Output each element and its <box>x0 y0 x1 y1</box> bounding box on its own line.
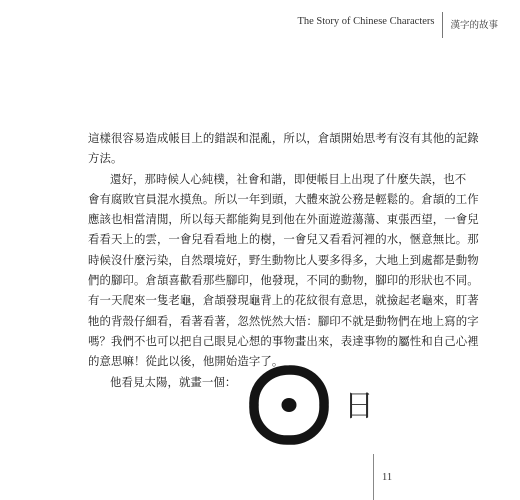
text-line: 牠的背殼仔細看，看著看著，忽然恍然大悟：腳印不就是動物們在地上寫的字 <box>88 313 479 328</box>
header-title-zh: 漢字的故事 <box>450 20 498 31</box>
sun-oracle-glyph-icon <box>248 364 330 446</box>
header-title-en: The Story of Chinese Characters <box>297 16 435 27</box>
text-line: 看看天上的雲，一會兒看看地上的樹，一會兒又看看河裡的水，愜意無比。那 <box>88 232 479 247</box>
character-illustration <box>248 364 374 446</box>
text-line: 應該也相當清閒，所以每天都能夠見到他在外面遊遊蕩蕩、東張西望，一會兒 <box>88 212 479 227</box>
text-line: 還好，那時候人心純樸，社會和諧，即便帳目上出現了什麼失誤，也不 <box>110 171 467 186</box>
paragraph-2 <box>88 169 479 372</box>
body-text <box>88 128 479 392</box>
text-line: 這樣很容易造成帳目上的錯誤和混亂，所以，倉頡開始思考有沒有其他的記錄 <box>88 131 479 145</box>
footer-divider <box>373 454 374 500</box>
modern-character-ri: 日 <box>344 389 374 424</box>
text-line: 們的腳印。倉頡喜歡看那些腳印，他發現，不同的動物，腳印的形狀也不同。 <box>88 273 479 288</box>
text-line: 嗎？我們不也可以把自己眼見心想的事物畫出來，表達事物的屬性和自己心裡 <box>88 333 479 348</box>
text-line: 的意思嘛！從此以後，他開始造字了。 <box>88 354 284 369</box>
text-line: 方法。 <box>88 151 123 166</box>
text-line: 時候沒什麼污染，自然環境好，野生動物比人要多得多，大地上到處都是動物 <box>88 252 479 267</box>
text-line: 會有腐敗官員混水摸魚。所以一年到頭，大體來說公務是輕鬆的。倉頡的工作 <box>88 191 479 206</box>
paragraph-1 <box>88 128 479 169</box>
text-line: 有一天爬來一隻老龜，倉頡發現龜背上的花紋很有意思，就撿起老龜來，盯著 <box>88 293 479 308</box>
running-header <box>297 12 498 38</box>
page-number: 11 <box>382 472 393 483</box>
text-line: 他看見太陽，就畫一個： <box>110 374 237 389</box>
